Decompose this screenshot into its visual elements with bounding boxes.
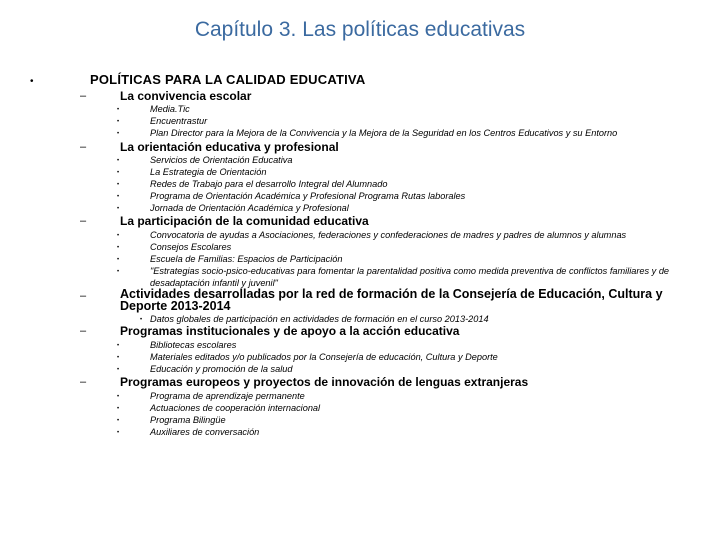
list-item: Auxiliares de conversación bbox=[150, 427, 260, 437]
section-heading: La participación de la comunidad educativa bbox=[120, 214, 369, 228]
bullet-dot: • bbox=[117, 367, 120, 373]
list-item: Media.Tic bbox=[150, 104, 190, 114]
list-item: Escuela de Familias: Espacios de Participación bbox=[150, 254, 343, 264]
bullet-dot: • bbox=[117, 245, 120, 251]
main-point: POLÍTICAS PARA LA CALIDAD EDUCATIVA bbox=[90, 72, 366, 87]
dash-marker: – bbox=[80, 141, 87, 153]
bullet-dot: • bbox=[117, 194, 120, 200]
bullet-dot: • bbox=[117, 158, 120, 164]
bullet-dot: • bbox=[117, 170, 120, 176]
list-item: Programa de Orientación Académica y Profesional Programa Rutas laborales bbox=[150, 191, 466, 201]
bullet-dot: • bbox=[117, 257, 120, 263]
bullet-dot: • bbox=[117, 269, 120, 275]
bullet-dot: • bbox=[117, 206, 120, 212]
list-item: Programa Bilingüe bbox=[150, 415, 226, 425]
list-item: Plan Director para la Mejora de la Convivencia y la Mejora de la Seguridad en los Centros Educativos y su Entorno bbox=[150, 128, 618, 138]
bullet-dot: • bbox=[117, 182, 120, 188]
bullet-dot: • bbox=[117, 418, 120, 424]
bullet-dot: • bbox=[117, 406, 120, 412]
bullet-dot: • bbox=[117, 131, 120, 137]
list-item: Jornada de Orientación Académica y Profesional bbox=[150, 203, 349, 213]
list-item: Datos globales de participación en actividades de formación en el curso 2013-2014 bbox=[150, 314, 489, 324]
section-heading: Programas europeos y proyectos de innovación de lenguas extranjeras bbox=[120, 375, 529, 389]
bullet-dot: • bbox=[117, 430, 120, 436]
bullet-dot: • bbox=[117, 355, 120, 361]
section-heading: La orientación educativa y profesional bbox=[120, 140, 339, 154]
section-heading: La convivencia escolar bbox=[120, 89, 252, 103]
list-item: La Estrategia de Orientación bbox=[150, 167, 267, 177]
list-item: Educación y promoción de la salud bbox=[150, 364, 293, 374]
dash-marker: – bbox=[80, 325, 87, 337]
page-title: Capítulo 3. Las políticas educativas bbox=[194, 18, 526, 41]
list-item: Consejos Escolares bbox=[150, 242, 232, 252]
bullet-dot: • bbox=[117, 107, 120, 113]
dash-marker: – bbox=[80, 215, 87, 227]
section-heading: Actividades desarrolladas por la red de formación de la Consejería de Educación, Cultura y Deporte 2013-2014 bbox=[120, 287, 663, 313]
list-item: Servicios de Orientación Educativa bbox=[150, 155, 293, 165]
list-item: Actuaciones de cooperación internacional bbox=[150, 403, 321, 413]
list-item: Programa de aprendizaje permanente bbox=[150, 391, 305, 401]
list-item: Materiales editados y/o publicados por la Consejería de educación, Cultura y Deporte bbox=[150, 352, 498, 362]
dash-marker: – bbox=[80, 90, 87, 102]
bullet-dot: • bbox=[117, 394, 120, 400]
bullet-dot: • bbox=[30, 76, 34, 87]
list-item: Redes de Trabajo para el desarrollo Integral del Alumnado bbox=[150, 179, 388, 189]
dash-marker: – bbox=[80, 290, 87, 302]
section-heading: Programas institucionales y de apoyo a la acción educativa bbox=[120, 324, 460, 338]
bullet-dot: • bbox=[140, 317, 143, 323]
list-item: Encuentrastur bbox=[150, 116, 208, 126]
bullet-dot: • bbox=[117, 233, 120, 239]
bullet-dot: • bbox=[117, 119, 120, 125]
list-item: Convocatoria de ayudas a Asociaciones, federaciones y confederaciones de madres y padres de alumnos y alumnas bbox=[150, 230, 627, 240]
list-item: Bibliotecas escolares bbox=[150, 340, 237, 350]
list-item: "Estrategias socio-psico-educativas para fomentar la parentalidad positiva como medida preventiva de conflictos familiares y de desadaptación infantil y juvenil" bbox=[150, 266, 670, 288]
dash-marker: – bbox=[80, 376, 87, 388]
bullet-dot: • bbox=[117, 343, 120, 349]
